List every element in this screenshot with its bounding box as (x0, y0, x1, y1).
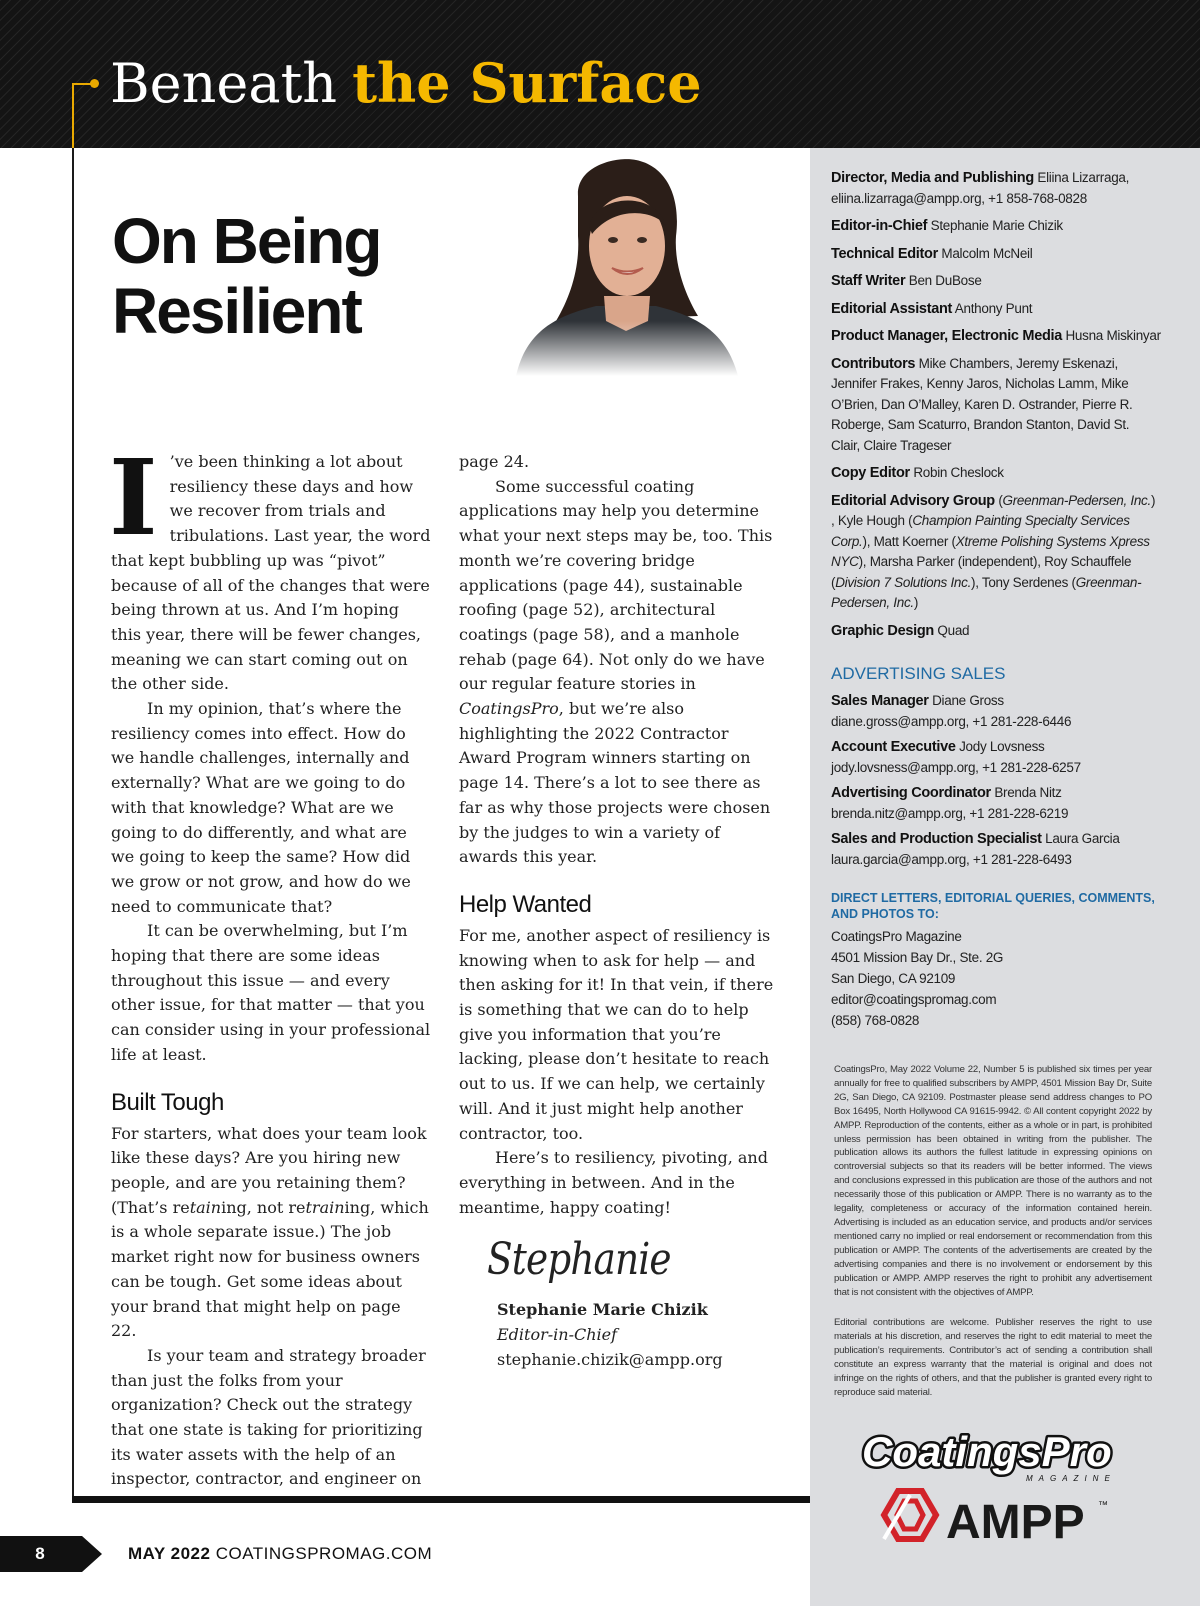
credit-contributors (831, 354, 1161, 457)
article-paragraph: In my opinion, that’s where the resiliency comes into effect. How do we handle challenges, internally and externally? What are we going to do with that knowledge? What are we going to do differently, and what are we going to keep the same? How did we grow or not grow, and how do we need to communicate that? (111, 699, 411, 916)
text-run: ( (998, 492, 1003, 508)
credit-label: Sales Manager (831, 693, 929, 709)
credit-technical-editor (831, 244, 1161, 265)
contact-account-executive (831, 737, 1161, 778)
page-number: 8 (35, 1544, 45, 1563)
credit-label: Technical Editor (831, 245, 938, 262)
credit-label: Product Manager, Electronic Media (831, 328, 1063, 344)
section-title-part2: the Surface (352, 51, 702, 115)
contact-details[interactable]: laura.garcia@ampp.org, +1 281-228-6493 (831, 851, 1072, 867)
credit-label: Editorial Advisory Group (831, 492, 995, 509)
text-run: ing, not re (221, 1197, 306, 1217)
contact-details[interactable]: brenda.nitz@ampp.org, +1 281-228-6219 (831, 805, 1069, 821)
section-title (110, 50, 702, 117)
credit-label: Director, Media and Publishing (831, 170, 1034, 186)
mailing-address (831, 926, 1161, 1031)
footer-website: COATINGSPROMAG.COM (215, 1544, 433, 1563)
ampp-logo (876, 1488, 1116, 1550)
article-paragraph: ’ve been thinking a lot about resiliency these days and how we recover from trials and tribulations. Last year, the word that kept bubbling up was “pivot” because of all of the changes that were being thrown at us. And I’m hoping this year, there will be fewer changes, meaning we can start coming out on the other side. (111, 452, 431, 694)
credit-value: Laura Garcia (1045, 831, 1120, 846)
contact-details[interactable]: diane.gross@ampp.org, +1 281-228-6446 (831, 713, 1072, 729)
ampp-hexagon-icon (884, 1491, 936, 1539)
contact-sales-production-specialist (831, 829, 1161, 870)
credit-product-manager (831, 326, 1161, 347)
credit-director (831, 168, 1161, 209)
article-headline (112, 206, 380, 346)
credit-value: Jody Lovsness (959, 739, 1045, 754)
article-paragraph (459, 475, 777, 870)
article-column-1 (109, 436, 431, 1492)
editor-email-link[interactable]: editor@coatingspromag.com (831, 992, 997, 1007)
credit-value: Robin Cheslock (913, 465, 1004, 480)
text-run: , but we’re also highlighting the 2022 Contractor Award Program winners starting on page 14. There’s a lot to see there as far as why those projects were chosen by the judges to win a variety of awards this year. (459, 699, 771, 867)
article-paragraph: It can be overwhelming, but I’m hoping that there are some ideas throughout this issue — and every other issue, for that matter — that you can consider using in your professional life at least. (111, 921, 431, 1064)
ampp-trademark: ™ (1098, 1500, 1108, 1511)
phone-number: (858) 768-0828 (831, 1013, 920, 1028)
article-paragraph (111, 1122, 431, 1344)
frame-left-rule (72, 148, 74, 1500)
article-paragraph: page 24. (459, 452, 530, 471)
credit-label: Graphic Design (831, 622, 934, 639)
text-run: ) , Kyle Hough ( (831, 492, 1156, 528)
text-run: ing, which is a whole separate issue.) The job market right now for business owners can be tough. Get some ideas about your brand that might help on page 22. (111, 1197, 429, 1341)
editor-portrait-photo (516, 156, 738, 376)
advertising-sales-heading: ADVERTISING SALES (831, 664, 1006, 683)
credit-value: Quad (937, 622, 970, 638)
company-name: Division 7 Solutions Inc. (835, 574, 972, 590)
coatingspro-logo (858, 1426, 1134, 1484)
credit-label: Sales and Production Specialist (831, 831, 1042, 847)
text-run: ), Tony Serdenes ( (971, 574, 1076, 590)
subheading-help-wanted: Help Wanted (459, 890, 592, 918)
credit-copy-editor (831, 463, 1161, 484)
contact-sales-manager (831, 691, 1161, 732)
author-name: Stephanie Marie Chizik (497, 1300, 708, 1320)
author-block (497, 1298, 777, 1372)
text-run: For starters, what does your team look like these days? Are you hiring new people, and are you retaining them? (That’s re (111, 1123, 427, 1217)
credit-editorial-advisory-group (831, 491, 1161, 614)
contact-details[interactable]: jody.lovsness@ampp.org, +1 281-228-6257 (831, 759, 1081, 775)
credit-value: Anthony Punt (954, 300, 1033, 316)
section-title-part1: Beneath (110, 52, 338, 115)
article-paragraph: Is your team and strategy broader than just the folks from your organization? Check out the strategy that one state is taking for prioritizing its water assets with the help of an inspector, contractor, and engineer on (111, 1345, 426, 1489)
coatingspro-subtitle: MAGAZINE (1026, 1474, 1116, 1483)
text-run-italic: tain (189, 1197, 222, 1217)
publication-fine-print: CoatingsPro, May 2022 Volume 22, Number 5 is published six times per year annually for free to qualified subscribers by AMPP, 4501 Mission Bay Dr, Suite 2G, San Diego, CA 92109. Postmaster please send address changes to PO Box 16495, North Hollywood CA 91615-9942. © All content copyright 2022 by AMPP. Reproduction of the contents, either as a whole or in part, is prohibited unless permission has been obtained in writing from the publisher. The publication allows its authors the fullest latitude in expressing opinions on controversial subjects so that its readers will be better informed. The views and conclusions expressed in this publication are those of the authors and not necessarily those of this publication or AMPP. There is no warranty as to the legality, completeness or accuracy of the information contained herein. Advertising is included as an education service, and products and/or services mentioned carry no implied or real endorsement or recommendation from this publication or AMPP. The contents of the advertisements are created by the advertising companies and there is no involvement or endorsement by this publication or AMPP. AMPP reserves the right to prohibit any advertisement that is not consistent with the objectives of AMPP. (834, 1064, 1152, 1298)
drop-cap: I (109, 436, 158, 559)
company-name: Champion Painting Specialty Services Corp. (831, 513, 1130, 549)
handwritten-signature: Stephanie (487, 1234, 671, 1286)
author-email-link[interactable]: stephanie.chizik@ampp.org (497, 1349, 723, 1369)
author-title: Editor-in-Chief (497, 1325, 618, 1345)
article-paragraph: Here’s to resiliency, pivoting, and everything in between. And in the meantime, happy coating! (459, 1148, 768, 1217)
credit-label: Advertising Coordinator (831, 785, 991, 801)
magazine-name: CoatingsPro (459, 699, 559, 719)
credit-label: Editor-in-Chief (831, 218, 928, 234)
frame-bottom-rule (72, 1496, 812, 1503)
credit-value: Brenda Nitz (994, 785, 1062, 800)
frame-accent-dot (90, 79, 99, 88)
credit-value: Mike Chambers, Jeremy Eskenazi, Jennifer Frakes, Kenny Jaros, Nicholas Lamm, Mike O’Brien, Dan O’Malley, Karen D. Ostrander, Pierre R. Roberge, Sam Scaturro, Brandon Stanton, David St. Clair, Claire Trageser (831, 355, 1133, 453)
text-run: ) (913, 595, 919, 610)
credit-label: Editorial Assistant (831, 300, 953, 317)
credit-value: Malcolm McNeil (941, 245, 1033, 261)
credit-value: Diane Gross (932, 693, 1004, 708)
text-run: ), Matt Koerner ( (862, 533, 956, 549)
credit-editor-in-chief (831, 216, 1161, 237)
credit-label: Staff Writer (831, 273, 906, 289)
credit-graphic-design (831, 621, 1161, 642)
headline-line1: On Being (112, 205, 381, 277)
article-paragraph: For me, another aspect of resiliency is knowing when to ask for help — and then asking for it! In that vein, if there is something that we can do to help give you information that you’re lacking, please don’t hesitate to reach out to us. If we can help, we certainly will. And it just might help another contractor, too. (459, 925, 774, 1143)
company-name: Greenman-Pedersen, Inc. (1002, 492, 1151, 508)
credit-value: Eliina Lizarraga, eliina.lizarraga@ampp.org, +1 858-768-0828 (831, 170, 1130, 206)
address-line: CoatingsPro Magazine (831, 929, 962, 944)
subheading-built-tough: Built Tough (111, 1088, 224, 1116)
credit-label: Copy Editor (831, 465, 910, 481)
address-line: 4501 Mission Bay Dr., Ste. 2G (831, 950, 1004, 965)
credit-value: Ben DuBose (908, 273, 982, 288)
frame-accent-vertical (72, 83, 74, 149)
ampp-wordmark: AMPP (946, 1496, 1085, 1549)
section-header-band (0, 0, 1200, 148)
headline-line2: Resilient (112, 275, 361, 347)
credit-label: Account Executive (831, 739, 956, 755)
text-run: Some successful coating applications may help you determine what your next steps may be, too. This month we’re covering bridge applications (page 44), sustainable roofing (page 52), architectural coatings (page 58), and a manhole rehab (page 64). Not only do we have our regular feature stories in (459, 476, 773, 694)
text-run-italic: train (305, 1197, 345, 1217)
masthead-credits (831, 168, 1161, 1031)
credit-label: Contributors (831, 355, 916, 372)
text-run: ), Marsha Parker (independent), Roy Schauffele ( (831, 554, 1132, 590)
footer-issue-date: MAY 2022 (128, 1544, 211, 1563)
address-line: San Diego, CA 92109 (831, 971, 956, 986)
contact-advertising-coordinator (831, 783, 1161, 824)
credit-value: Stephanie Marie Chizik (930, 218, 1063, 233)
company-name: Xtreme Polishing Systems Xpress NYC (831, 533, 1150, 569)
direct-letters-heading: DIRECT LETTERS, EDITORIAL QUERIES, COMMENTS, AND PHOTOS TO: (831, 891, 1155, 921)
footer-folio (128, 1542, 432, 1566)
company-name: Greenman-Pedersen, Inc. (831, 574, 1142, 610)
article-column-2 (459, 450, 777, 1373)
credit-staff-writer (831, 271, 1161, 292)
credit-value: Husna Miskinyar (1065, 328, 1161, 343)
editorial-fine-print: Editorial contributions are welcome. Publisher reserves the right to use materials at his discretion, and reserves the right to edit material to meet the publication’s requirements. Contributor’s act of sending a contribution shall constitute an express warranty that the material is original and does not infringe on the rights of others, and that the publisher is granted every right to reproduce said material. (834, 1317, 1152, 1398)
credit-editorial-assistant (831, 299, 1161, 320)
coatingspro-wordmark: CoatingsPro (862, 1428, 1112, 1475)
